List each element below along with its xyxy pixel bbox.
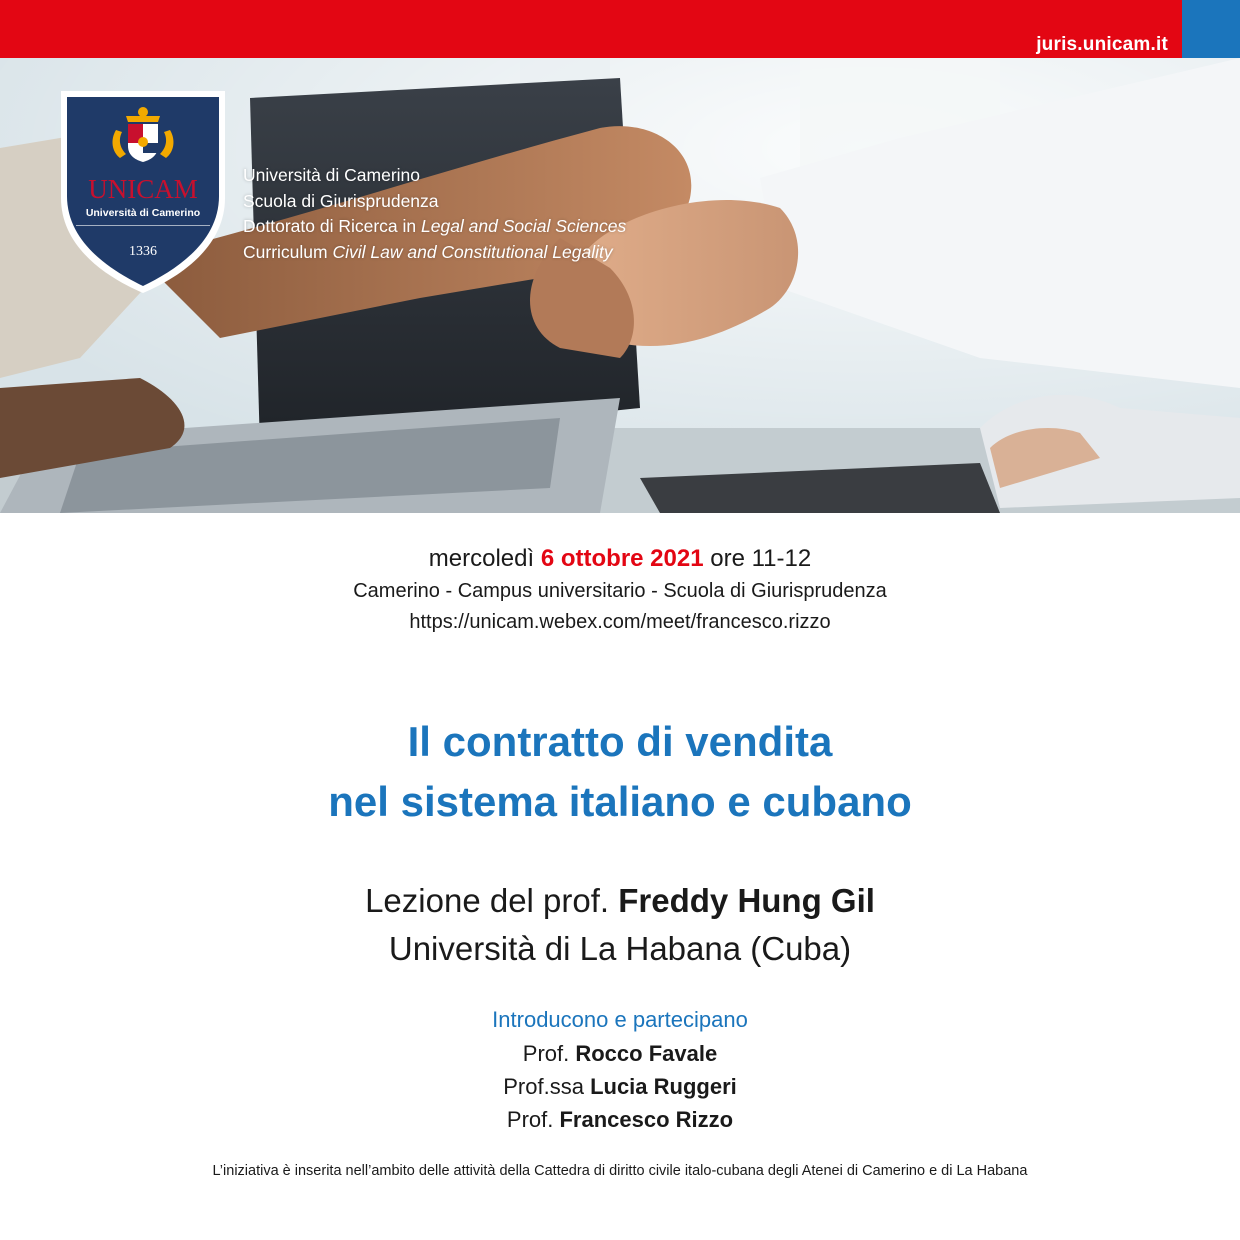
participant-title: Prof. bbox=[522, 1041, 576, 1066]
page-title bbox=[0, 712, 1240, 832]
participants-list bbox=[0, 1037, 1240, 1136]
curriculum-name: Civil Law and Constitutional Legality bbox=[332, 241, 613, 262]
institution-line-school: Scuola di Giurisprudenza bbox=[243, 190, 439, 211]
event-location: Camerino - Campus universitario - Scuola di Giurisprudenza bbox=[353, 580, 887, 602]
top-blue-block bbox=[1182, 0, 1240, 58]
institution-line-curriculum bbox=[243, 240, 626, 266]
institution-line-doctorate bbox=[243, 214, 626, 240]
unicam-shield-logo bbox=[58, 88, 228, 296]
lecture-block bbox=[0, 877, 1240, 973]
lecture-prefix: Lezione del prof. bbox=[365, 882, 619, 919]
event-date: 6 ottobre 2021 bbox=[540, 545, 704, 572]
speaker-name: Freddy Hung Gil bbox=[618, 882, 875, 919]
participant-name: Francesco Rizzo bbox=[559, 1107, 734, 1132]
top-red-bar bbox=[0, 0, 1182, 58]
participant-title: Prof.ssa bbox=[503, 1074, 591, 1099]
site-url-link[interactable]: juris.unicam.it bbox=[1036, 34, 1168, 55]
doctorate-program: Legal and Social Sciences bbox=[421, 216, 627, 236]
doctorate-prefix: Dottorato di Ricerca in bbox=[243, 216, 421, 236]
event-datetime bbox=[0, 545, 1240, 573]
logo-name: UNICAM bbox=[88, 174, 198, 204]
institution-block bbox=[243, 163, 626, 265]
participants-heading: Introducono e partecipano bbox=[492, 1007, 748, 1032]
participant-item bbox=[0, 1037, 1240, 1070]
event-time: ore 11-12 bbox=[703, 545, 812, 572]
participant-title: Prof. bbox=[506, 1107, 560, 1132]
curriculum-prefix: Curriculum bbox=[243, 241, 333, 262]
title-line-2: nel sistema italiano e cubano bbox=[328, 778, 912, 825]
footnote: L’iniziativa è inserita nell’ambito delle attività della Cattedra di diritto civile italo-cubana degli Atenei di Camerino e di La Habana bbox=[212, 1163, 1028, 1179]
participant-item bbox=[0, 1103, 1240, 1136]
lecture-speaker-line bbox=[0, 877, 1240, 925]
event-webex-link[interactable]: https://unicam.webex.com/meet/francesco.rizzo bbox=[409, 611, 831, 633]
logo-subtitle: Università di Camerino bbox=[85, 207, 201, 219]
participant-name: Lucia Ruggeri bbox=[590, 1074, 737, 1099]
participant-item bbox=[0, 1070, 1240, 1103]
logo-year: 1336 bbox=[129, 244, 157, 259]
institution-line-university: Università di Camerino bbox=[243, 165, 421, 185]
participant-name: Rocco Favale bbox=[575, 1041, 718, 1066]
event-weekday: mercoledì bbox=[428, 545, 541, 572]
speaker-affiliation: Università di La Habana (Cuba) bbox=[388, 930, 852, 967]
title-line-1: Il contratto di vendita bbox=[407, 718, 833, 765]
